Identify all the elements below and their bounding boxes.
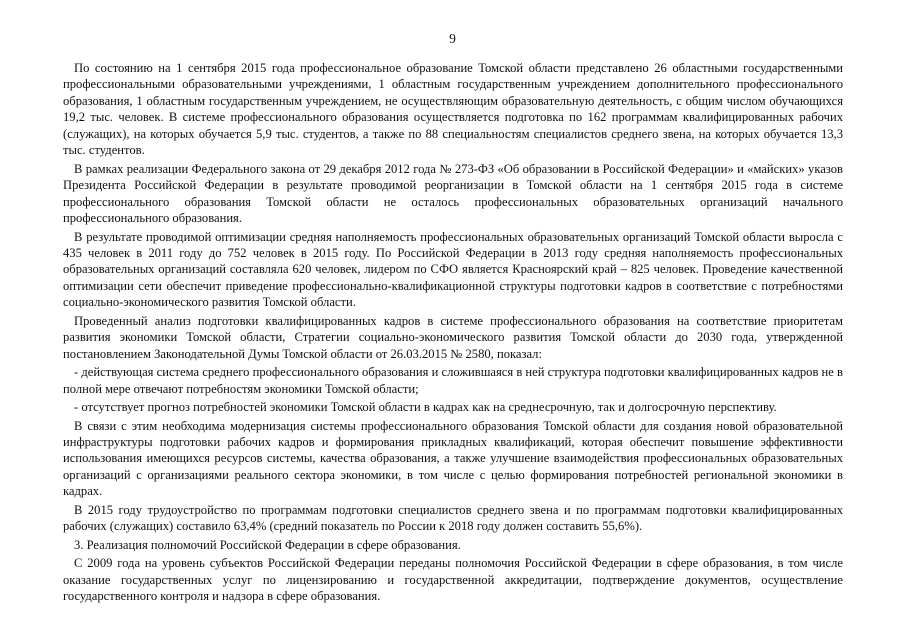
- section-heading-federal-powers: 3. Реализация полномочий Российской Федерации в сфере образования.: [74, 537, 461, 552]
- page-number: 9: [449, 31, 456, 46]
- paragraph-federal-law-reorganization: В рамках реализации Федерального закона от 29 декабря 2012 года № 273-ФЗ «Об образовании в Российской Федерации» и «майских» указов Президента Российской Федерации в результате проводимой реорганизации в Томской области на 1 сентября 2015 года в системе профессионального образования Томской области не осталось профессиональных образовательных организаций начального профессионального образования.: [63, 161, 843, 226]
- list-item-current-system: - действующая система среднего профессионального образования и сложившаяся в ней структура подготовки квалифицированных кадров не в полной мере отвечают потребностям экономики Томской области;: [63, 365, 843, 396]
- paragraph-enrollment-overview: По состоянию на 1 сентября 2015 года профессиональное образование Томской области представлено 26 областными государственными профессиональными образовательными учреждениями, 1 областным государственным учреждением дополнительного профессионального образования, 1 областным государственным учреждением, не осуществляющим образовательную деятельность, с общим числом обучающихся 19,2 тыс. человек. В системе профессионального образования осуществляется подготовка по 162 программам квалифицированных рабочих (служащих), на которых обучается 5,9 тыс. студентов, а также по 88 специальностям специалистов среднего звена, на которых обучается 13,3 тыс. студентов.: [63, 61, 843, 158]
- paragraph-employment-2015: В 2015 году трудоустройство по программам подготовки специалистов среднего звена и по программам подготовки квалифицированных рабочих (служащих) составило 63,4% (средний показатель по России к 2018 году должен составить 55,6%).: [63, 502, 843, 534]
- paragraph-analysis-intro: Проведенный анализ подготовки квалифицированных кадров в системе профессионального образования на соответствие приоритетам развития экономики Томской области, Стратегии социально-экономического развития Томской области до 2030 года, утвержденной постановлением Законодательной Думы Томской области от 26.03.2015 № 2580, показал:: [63, 313, 843, 361]
- document-body: [63, 60, 843, 605]
- paragraph-optimization-occupancy: В результате проводимой оптимизации средняя наполняемость профессиональных образовательных организаций Томской области выросла с 435 человек в 2011 году до 752 человек в 2015 году. По Российской Федерации в 2013 году средняя наполняемость профессиональных образовательных организаций составляла 620 человек, лидером по СФО является Красноярский край – 825 человек. Проведение качественной оптимизации сети обеспечит приведение профессионально-квалификационной структуры подготовки кадров в соответствие с потребностями социально-экономического развития Томской области.: [63, 229, 843, 310]
- paragraph-modernization-need: В связи с этим необходима модернизация системы профессионального образования Томской области для создания новой образовательной инфраструктуры подготовки рабочих кадров и формирования прикладных квалификаций, которая обеспечит повышение эффективности использования имеющихся ресурсов системы, качества образования, а также улучшение взаимодействия профессиональных образовательных организаций с организациями реального сектора экономики, в том числе с целью формирования потребностей региональной экономики в кадрах.: [63, 418, 843, 499]
- list-item-no-forecast: - отсутствует прогноз потребностей экономики Томской области в кадрах как на среднесрочную, так и долгосрочную перспективу.: [74, 400, 777, 415]
- paragraph-delegated-powers: С 2009 года на уровень субъектов Российской Федерации переданы полномочия Российской Федерации в сфере образования, в том числе оказание государственных услуг по лицензированию и государственной аккредитации, подтверждение документов, осуществление государственного контроля и надзора в сфере образования.: [63, 556, 843, 604]
